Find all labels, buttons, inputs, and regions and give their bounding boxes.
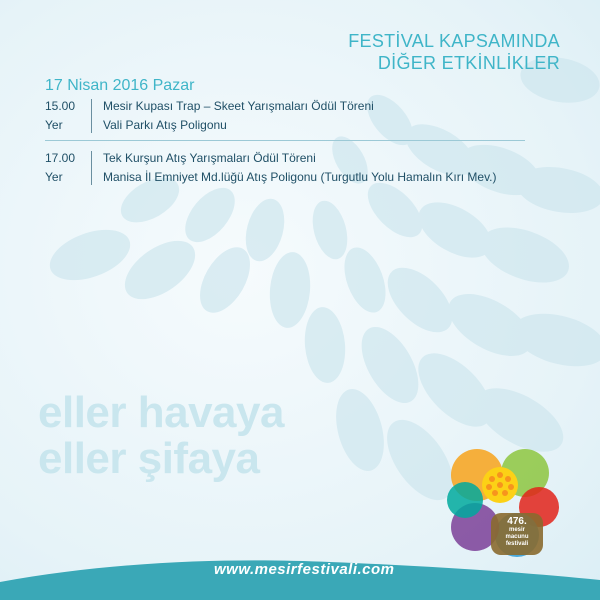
event-place-label: Yer [45, 118, 63, 132]
header-line-1: FESTİVAL KAPSAMINDA [348, 31, 560, 51]
event-title: Tek Kurşun Atış Yarışmaları Ödül Töreni [103, 151, 316, 165]
slogan [38, 390, 284, 482]
event-details [103, 149, 497, 187]
event-divider [45, 140, 525, 141]
event-title: Mesir Kupası Trap – Skeet Yarışmaları Ödül Töreni [103, 99, 374, 113]
event-date: 17 Nisan 2016 Pazar [45, 77, 195, 94]
festival-website-link[interactable]: www.mesirfestivali.com [214, 561, 395, 578]
logo-word-mesir: mesir [508, 527, 525, 533]
event-times [45, 97, 85, 135]
event-times [45, 149, 85, 187]
logo-text [493, 516, 541, 548]
header-line-2: DİĞER ETKİNLİKLER [377, 53, 560, 73]
event-place: Manisa İl Emniyet Md.lüğü Atış Poligonu (Turgutlu Yolu Hamalın Kırı Mev.) [103, 170, 497, 184]
event-place: Vali Parkı Atış Poligonu [103, 118, 227, 132]
event-separator [91, 99, 92, 133]
event-details [103, 97, 374, 135]
logo-word-festivali: festivali [505, 541, 529, 547]
logo-word-macunu: macunu [505, 534, 529, 540]
event-separator [91, 151, 92, 185]
logo-edition-number: 476. [507, 516, 527, 527]
event-time: 17.00 [45, 151, 76, 165]
slogan-line-2: eller şifaya [38, 434, 260, 483]
event-time: 15.00 [45, 99, 76, 113]
page-header [348, 30, 560, 74]
slogan-line-1: eller havaya [38, 388, 284, 437]
event-place-label: Yer [45, 170, 63, 184]
